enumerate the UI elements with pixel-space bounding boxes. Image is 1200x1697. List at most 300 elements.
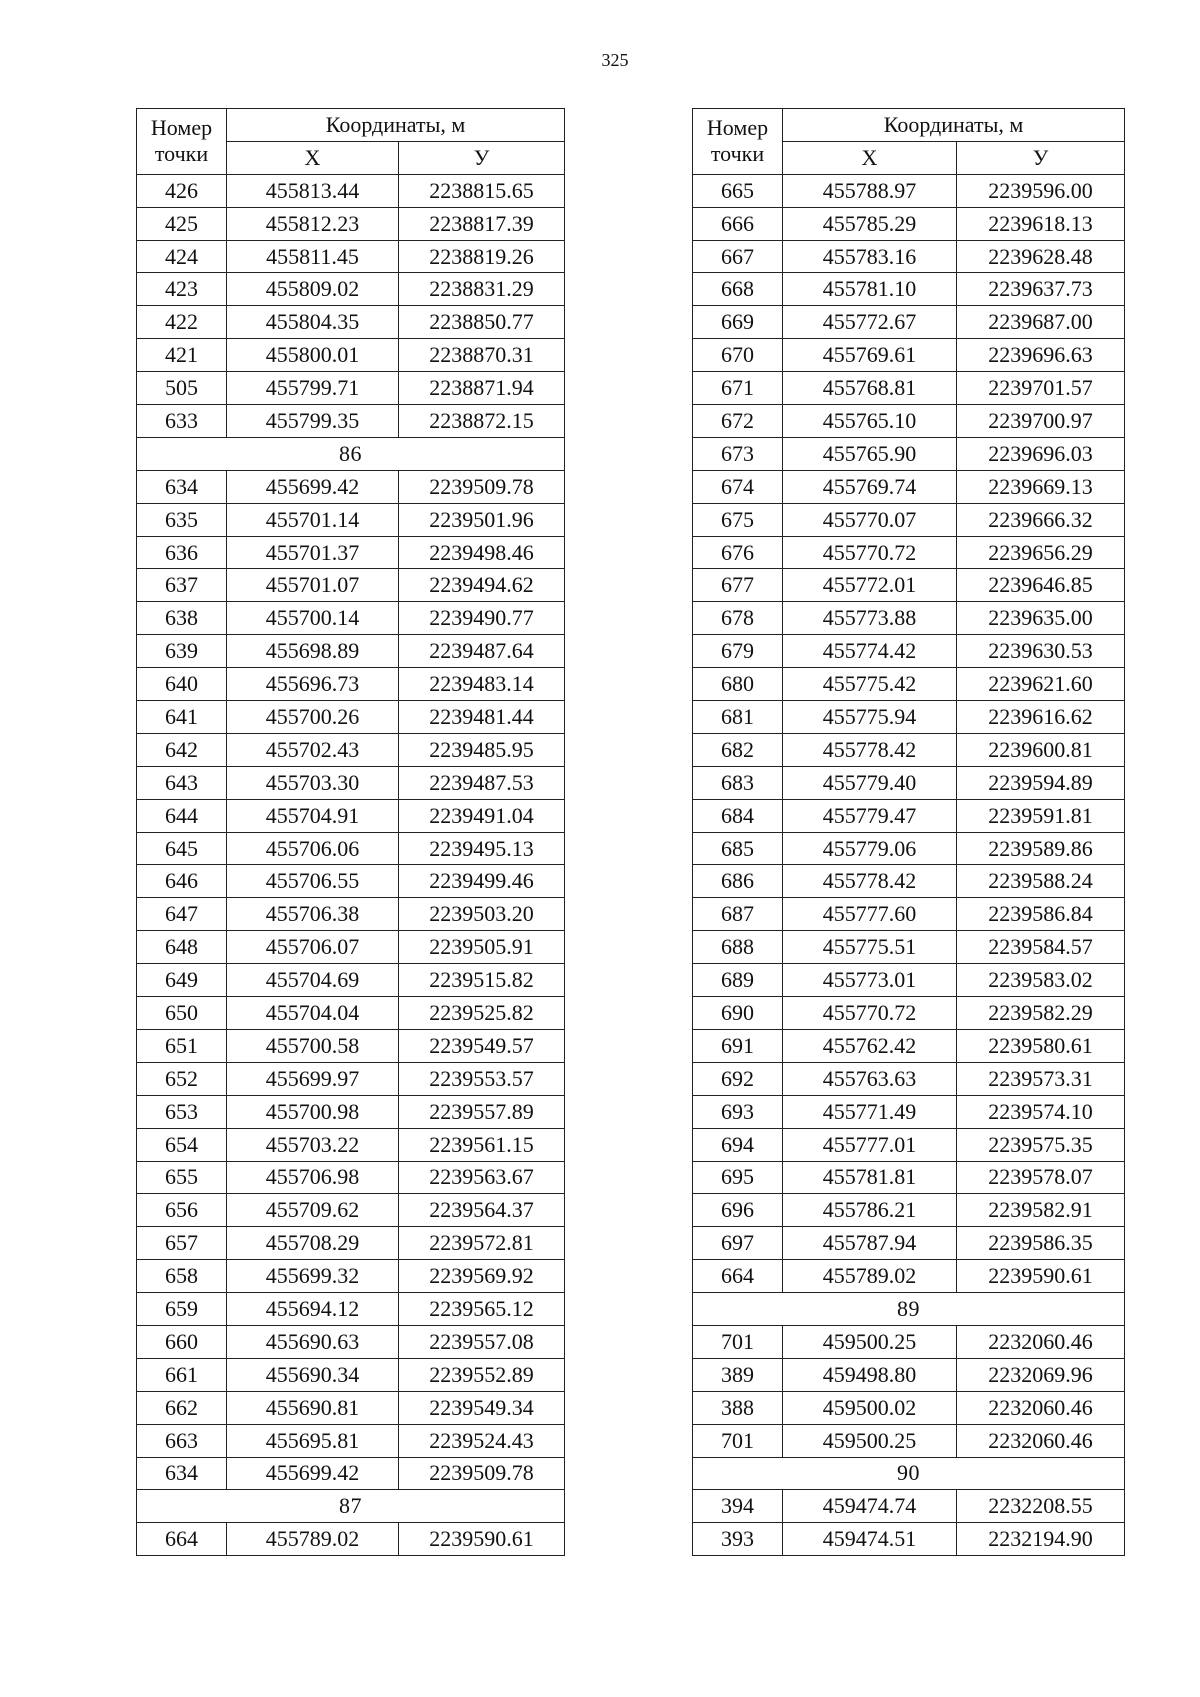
point-number-cell: 662	[137, 1391, 227, 1424]
y-coordinate-cell: 2239498.46	[399, 536, 565, 569]
table-row	[693, 536, 1125, 569]
x-coordinate-cell: 455781.10	[783, 273, 957, 306]
table-row	[693, 1128, 1125, 1161]
table-row	[137, 1128, 565, 1161]
x-coordinate-cell: 455772.67	[783, 306, 957, 339]
x-coordinate-cell: 455700.98	[227, 1095, 399, 1128]
y-coordinate-cell: 2238872.15	[399, 405, 565, 438]
table-row	[137, 372, 565, 405]
table-row	[693, 701, 1125, 734]
table-row	[693, 405, 1125, 438]
point-number-cell: 667	[693, 240, 783, 273]
point-number-cell: 657	[137, 1227, 227, 1260]
table-row	[137, 1325, 565, 1358]
x-column-header: X	[783, 141, 957, 174]
table-row	[137, 1523, 565, 1556]
table-row	[693, 1095, 1125, 1128]
y-coordinate-cell: 2239630.53	[957, 635, 1125, 668]
y-coordinate-cell: 2239505.91	[399, 931, 565, 964]
x-coordinate-cell: 455773.88	[783, 602, 957, 635]
table-row	[137, 997, 565, 1030]
y-coordinate-cell: 2239618.13	[957, 207, 1125, 240]
x-coordinate-cell: 455703.30	[227, 766, 399, 799]
point-number-cell: 654	[137, 1128, 227, 1161]
point-number-cell: 690	[693, 997, 783, 1030]
y-coordinate-cell: 2239565.12	[399, 1293, 565, 1326]
y-coordinate-cell: 2238850.77	[399, 306, 565, 339]
x-coordinate-cell: 455779.47	[783, 799, 957, 832]
table-row	[137, 931, 565, 964]
table-row	[137, 733, 565, 766]
point-number-cell: 671	[693, 372, 783, 405]
point-number-cell: 634	[137, 1457, 227, 1490]
x-coordinate-cell: 455706.07	[227, 931, 399, 964]
y-coordinate-cell: 2239487.53	[399, 766, 565, 799]
x-column-header: X	[227, 141, 399, 174]
point-number-cell: 681	[693, 701, 783, 734]
x-coordinate-cell: 455778.42	[783, 733, 957, 766]
x-coordinate-cell: 455799.35	[227, 405, 399, 438]
y-coordinate-cell: 2239594.89	[957, 766, 1125, 799]
point-number-cell: 675	[693, 503, 783, 536]
x-coordinate-cell: 455787.94	[783, 1227, 957, 1260]
group-number: 90	[693, 1457, 1125, 1490]
x-coordinate-cell: 455783.16	[783, 240, 957, 273]
point-number-cell: 426	[137, 174, 227, 207]
x-coordinate-cell: 455779.06	[783, 832, 957, 865]
y-coordinate-cell: 2238819.26	[399, 240, 565, 273]
point-number-cell: 686	[693, 865, 783, 898]
table-row	[137, 174, 565, 207]
table-row	[693, 174, 1125, 207]
table-row	[693, 865, 1125, 898]
point-number-cell: 665	[693, 174, 783, 207]
point-number-cell: 677	[693, 569, 783, 602]
x-coordinate-cell: 455708.29	[227, 1227, 399, 1260]
x-coordinate-cell: 455775.94	[783, 701, 957, 734]
y-coordinate-cell: 2239553.57	[399, 1062, 565, 1095]
point-number-cell: 697	[693, 1227, 783, 1260]
x-coordinate-cell: 455704.91	[227, 799, 399, 832]
table-row	[693, 1358, 1125, 1391]
y-coordinate-cell: 2239580.61	[957, 1029, 1125, 1062]
table-row	[137, 569, 565, 602]
point-number-cell: 694	[693, 1128, 783, 1161]
x-coordinate-cell: 455768.81	[783, 372, 957, 405]
x-coordinate-cell: 455799.71	[227, 372, 399, 405]
group-number-row	[693, 1293, 1125, 1326]
x-coordinate-cell: 455695.81	[227, 1424, 399, 1457]
point-number-cell: 646	[137, 865, 227, 898]
point-number-cell: 633	[137, 405, 227, 438]
point-number-cell: 666	[693, 207, 783, 240]
table-row	[693, 931, 1125, 964]
y-coordinate-cell: 2239591.81	[957, 799, 1125, 832]
point-number-cell: 664	[137, 1523, 227, 1556]
table-row	[137, 799, 565, 832]
table-row	[137, 240, 565, 273]
y-coordinate-cell: 2239575.35	[957, 1128, 1125, 1161]
x-coordinate-cell: 455696.73	[227, 668, 399, 701]
table-row	[693, 766, 1125, 799]
x-coordinate-cell: 455789.02	[783, 1260, 957, 1293]
y-coordinate-cell: 2239701.57	[957, 372, 1125, 405]
x-coordinate-cell: 455770.72	[783, 536, 957, 569]
group-number-row	[693, 1457, 1125, 1490]
table-row	[693, 503, 1125, 536]
y-coordinate-cell: 2239483.14	[399, 668, 565, 701]
point-number-cell: 653	[137, 1095, 227, 1128]
table-row	[693, 733, 1125, 766]
y-coordinate-cell: 2239586.84	[957, 898, 1125, 931]
point-number-cell: 693	[693, 1095, 783, 1128]
table-row	[137, 339, 565, 372]
point-number-cell: 652	[137, 1062, 227, 1095]
point-number-cell: 637	[137, 569, 227, 602]
x-coordinate-cell: 455706.98	[227, 1161, 399, 1194]
x-coordinate-cell: 455703.22	[227, 1128, 399, 1161]
table-row	[693, 470, 1125, 503]
y-coordinate-cell: 2239628.48	[957, 240, 1125, 273]
x-coordinate-cell: 455699.42	[227, 1457, 399, 1490]
point-number-cell: 678	[693, 602, 783, 635]
x-coordinate-cell: 455775.42	[783, 668, 957, 701]
table-row	[693, 1161, 1125, 1194]
x-coordinate-cell: 455763.63	[783, 1062, 957, 1095]
y-coordinate-cell: 2232194.90	[957, 1523, 1125, 1556]
y-coordinate-cell: 2239588.24	[957, 865, 1125, 898]
point-number-cell: 673	[693, 437, 783, 470]
y-coordinate-cell: 2239569.92	[399, 1260, 565, 1293]
point-number-cell: 643	[137, 766, 227, 799]
point-number-cell: 393	[693, 1523, 783, 1556]
x-coordinate-cell: 455779.40	[783, 766, 957, 799]
x-coordinate-cell: 455774.42	[783, 635, 957, 668]
y-coordinate-cell: 2239584.57	[957, 931, 1125, 964]
table-row	[693, 1424, 1125, 1457]
x-coordinate-cell: 455702.43	[227, 733, 399, 766]
point-number-cell: 668	[693, 273, 783, 306]
y-coordinate-cell: 2239696.03	[957, 437, 1125, 470]
point-number-cell: 656	[137, 1194, 227, 1227]
y-coordinate-cell: 2239635.00	[957, 602, 1125, 635]
y-column-header: У	[399, 141, 565, 174]
table-row	[137, 1424, 565, 1457]
y-coordinate-cell: 2239586.35	[957, 1227, 1125, 1260]
y-coordinate-cell: 2239669.13	[957, 470, 1125, 503]
y-coordinate-cell: 2232060.46	[957, 1325, 1125, 1358]
y-coordinate-cell: 2239666.32	[957, 503, 1125, 536]
table-row	[693, 1062, 1125, 1095]
table-row	[693, 1227, 1125, 1260]
x-coordinate-cell: 459500.02	[783, 1391, 957, 1424]
y-coordinate-cell: 2239525.82	[399, 997, 565, 1030]
y-coordinate-cell: 2239509.78	[399, 470, 565, 503]
table-row	[693, 1029, 1125, 1062]
point-number-cell: 650	[137, 997, 227, 1030]
x-coordinate-cell: 455701.07	[227, 569, 399, 602]
table-row	[693, 1523, 1125, 1556]
group-number-row	[137, 1490, 565, 1523]
x-coordinate-cell: 455771.49	[783, 1095, 957, 1128]
table-row	[693, 635, 1125, 668]
y-coordinate-cell: 2239616.62	[957, 701, 1125, 734]
y-coordinate-cell: 2239574.10	[957, 1095, 1125, 1128]
x-coordinate-cell: 455700.58	[227, 1029, 399, 1062]
point-number-cell: 692	[693, 1062, 783, 1095]
point-number-cell: 701	[693, 1325, 783, 1358]
x-coordinate-cell: 455812.23	[227, 207, 399, 240]
group-number: 87	[137, 1490, 565, 1523]
table-row	[693, 339, 1125, 372]
x-coordinate-cell: 455785.29	[783, 207, 957, 240]
table-row	[137, 964, 565, 997]
table-row	[137, 536, 565, 569]
y-coordinate-cell: 2239578.07	[957, 1161, 1125, 1194]
table-row	[137, 1194, 565, 1227]
x-coordinate-cell: 455701.37	[227, 536, 399, 569]
table-row	[693, 207, 1125, 240]
x-coordinate-cell: 455770.72	[783, 997, 957, 1030]
x-coordinate-cell: 455762.42	[783, 1029, 957, 1062]
table-row	[137, 1227, 565, 1260]
point-number-cell: 645	[137, 832, 227, 865]
coordinates-table-right	[692, 108, 1125, 1556]
table-row	[693, 240, 1125, 273]
y-coordinate-cell: 2239487.64	[399, 635, 565, 668]
table-row	[137, 602, 565, 635]
x-coordinate-cell: 459498.80	[783, 1358, 957, 1391]
point-number-cell: 421	[137, 339, 227, 372]
x-coordinate-cell: 455770.07	[783, 503, 957, 536]
x-coordinate-cell: 455706.55	[227, 865, 399, 898]
y-coordinate-cell: 2239509.78	[399, 1457, 565, 1490]
y-coordinate-cell: 2232060.46	[957, 1391, 1125, 1424]
x-coordinate-cell: 455778.42	[783, 865, 957, 898]
x-coordinate-cell: 455694.12	[227, 1293, 399, 1326]
x-coordinate-cell: 455769.74	[783, 470, 957, 503]
table-row	[693, 569, 1125, 602]
point-number-cell: 647	[137, 898, 227, 931]
x-coordinate-cell: 455700.14	[227, 602, 399, 635]
table-row	[137, 1457, 565, 1490]
point-number-cell: 425	[137, 207, 227, 240]
point-number-cell: 661	[137, 1358, 227, 1391]
point-number-cell: 424	[137, 240, 227, 273]
y-coordinate-cell: 2239501.96	[399, 503, 565, 536]
point-number-cell: 644	[137, 799, 227, 832]
y-coordinate-cell: 2239564.37	[399, 1194, 565, 1227]
y-coordinate-cell: 2239621.60	[957, 668, 1125, 701]
point-number-cell: 669	[693, 306, 783, 339]
y-coordinate-cell: 2239573.31	[957, 1062, 1125, 1095]
y-coordinate-cell: 2239549.34	[399, 1391, 565, 1424]
group-number: 89	[693, 1293, 1125, 1326]
group-number: 86	[137, 437, 565, 470]
table-row	[137, 701, 565, 734]
point-number-cell: 394	[693, 1490, 783, 1523]
x-coordinate-cell: 455700.26	[227, 701, 399, 734]
x-coordinate-cell: 455789.02	[227, 1523, 399, 1556]
table-row	[693, 997, 1125, 1030]
point-number-cell: 683	[693, 766, 783, 799]
y-coordinate-cell: 2239590.61	[957, 1260, 1125, 1293]
point-number-header: Номер точки	[693, 109, 783, 175]
table-row	[693, 372, 1125, 405]
point-number-cell: 663	[137, 1424, 227, 1457]
y-coordinate-cell: 2239561.15	[399, 1128, 565, 1161]
point-number-cell: 423	[137, 273, 227, 306]
point-number-cell: 388	[693, 1391, 783, 1424]
point-number-cell: 684	[693, 799, 783, 832]
x-coordinate-cell: 455709.62	[227, 1194, 399, 1227]
x-coordinate-cell: 455811.45	[227, 240, 399, 273]
x-coordinate-cell: 455698.89	[227, 635, 399, 668]
page-number: 325	[601, 50, 629, 70]
x-coordinate-cell: 455690.34	[227, 1358, 399, 1391]
x-coordinate-cell: 455788.97	[783, 174, 957, 207]
point-number-cell: 640	[137, 668, 227, 701]
point-number-cell: 660	[137, 1325, 227, 1358]
y-coordinate-cell: 2239557.89	[399, 1095, 565, 1128]
y-column-header: У	[957, 141, 1125, 174]
point-number-cell: 389	[693, 1358, 783, 1391]
y-coordinate-cell: 2239557.08	[399, 1325, 565, 1358]
y-coordinate-cell: 2232208.55	[957, 1490, 1125, 1523]
x-coordinate-cell: 455786.21	[783, 1194, 957, 1227]
y-coordinate-cell: 2239696.63	[957, 339, 1125, 372]
y-coordinate-cell: 2239552.89	[399, 1358, 565, 1391]
y-coordinate-cell: 2239596.00	[957, 174, 1125, 207]
y-coordinate-cell: 2239549.57	[399, 1029, 565, 1062]
table-row	[137, 1062, 565, 1095]
table-row	[693, 799, 1125, 832]
y-coordinate-cell: 2232060.46	[957, 1424, 1125, 1457]
point-number-header: Номер точки	[137, 109, 227, 175]
x-coordinate-cell: 455706.06	[227, 832, 399, 865]
y-coordinate-cell: 2239524.43	[399, 1424, 565, 1457]
point-number-cell: 701	[693, 1424, 783, 1457]
table-row	[137, 766, 565, 799]
x-coordinate-cell: 455800.01	[227, 339, 399, 372]
table-row	[137, 1260, 565, 1293]
x-coordinate-cell: 455706.38	[227, 898, 399, 931]
y-coordinate-cell: 2239637.73	[957, 273, 1125, 306]
coordinates-header: Координаты, м	[227, 109, 565, 142]
y-coordinate-cell: 2239495.13	[399, 832, 565, 865]
point-number-cell: 682	[693, 733, 783, 766]
table-row	[693, 273, 1125, 306]
table-row	[693, 1490, 1125, 1523]
x-coordinate-cell: 459474.51	[783, 1523, 957, 1556]
point-number-cell: 634	[137, 470, 227, 503]
y-coordinate-cell: 2232069.96	[957, 1358, 1125, 1391]
point-number-cell: 651	[137, 1029, 227, 1062]
point-number-cell: 639	[137, 635, 227, 668]
table-row	[137, 668, 565, 701]
y-coordinate-cell: 2239656.29	[957, 536, 1125, 569]
y-coordinate-cell: 2239600.81	[957, 733, 1125, 766]
x-coordinate-cell: 455813.44	[227, 174, 399, 207]
x-coordinate-cell: 455769.61	[783, 339, 957, 372]
point-number-cell: 674	[693, 470, 783, 503]
table-row	[693, 964, 1125, 997]
x-coordinate-cell: 455704.04	[227, 997, 399, 1030]
table-row	[693, 1260, 1125, 1293]
table-row	[693, 1325, 1125, 1358]
table-row	[137, 1029, 565, 1062]
x-coordinate-cell: 455772.01	[783, 569, 957, 602]
table-row	[137, 635, 565, 668]
x-coordinate-cell: 455765.10	[783, 405, 957, 438]
table-row	[137, 1293, 565, 1326]
y-coordinate-cell: 2238870.31	[399, 339, 565, 372]
point-number-cell: 636	[137, 536, 227, 569]
y-coordinate-cell: 2239589.86	[957, 832, 1125, 865]
x-coordinate-cell: 455777.60	[783, 898, 957, 931]
table-row	[137, 405, 565, 438]
point-number-cell: 649	[137, 964, 227, 997]
x-coordinate-cell: 459500.25	[783, 1325, 957, 1358]
table-row	[137, 503, 565, 536]
table-row	[137, 1358, 565, 1391]
y-coordinate-cell: 2239481.44	[399, 701, 565, 734]
y-coordinate-cell: 2239687.00	[957, 306, 1125, 339]
table-row	[693, 602, 1125, 635]
table-row	[137, 207, 565, 240]
y-coordinate-cell: 2239583.02	[957, 964, 1125, 997]
table-row	[137, 273, 565, 306]
y-coordinate-cell: 2239646.85	[957, 569, 1125, 602]
coordinates-header: Координаты, м	[783, 109, 1125, 142]
x-coordinate-cell: 459474.74	[783, 1490, 957, 1523]
point-number-cell: 664	[693, 1260, 783, 1293]
point-number-cell: 696	[693, 1194, 783, 1227]
x-coordinate-cell: 455804.35	[227, 306, 399, 339]
table-row	[137, 470, 565, 503]
point-number-cell: 641	[137, 701, 227, 734]
table-row	[693, 306, 1125, 339]
x-coordinate-cell: 455773.01	[783, 964, 957, 997]
point-number-cell: 695	[693, 1161, 783, 1194]
point-number-cell: 635	[137, 503, 227, 536]
point-number-cell: 680	[693, 668, 783, 701]
y-coordinate-cell: 2239499.46	[399, 865, 565, 898]
point-number-cell: 670	[693, 339, 783, 372]
group-number-row	[137, 437, 565, 470]
table-row	[137, 898, 565, 931]
x-coordinate-cell: 455777.01	[783, 1128, 957, 1161]
coordinates-table-left	[136, 108, 565, 1556]
point-number-cell: 422	[137, 306, 227, 339]
point-number-cell: 659	[137, 1293, 227, 1326]
y-coordinate-cell: 2239563.67	[399, 1161, 565, 1194]
table-row	[693, 898, 1125, 931]
point-number-cell: 687	[693, 898, 783, 931]
y-coordinate-cell: 2239494.62	[399, 569, 565, 602]
x-coordinate-cell: 459500.25	[783, 1424, 957, 1457]
point-number-cell: 658	[137, 1260, 227, 1293]
table-row	[137, 306, 565, 339]
point-number-cell: 688	[693, 931, 783, 964]
x-coordinate-cell: 455699.42	[227, 470, 399, 503]
x-coordinate-cell: 455781.81	[783, 1161, 957, 1194]
point-number-cell: 672	[693, 405, 783, 438]
point-number-cell: 642	[137, 733, 227, 766]
point-number-cell: 691	[693, 1029, 783, 1062]
x-coordinate-cell: 455690.63	[227, 1325, 399, 1358]
y-coordinate-cell: 2239515.82	[399, 964, 565, 997]
